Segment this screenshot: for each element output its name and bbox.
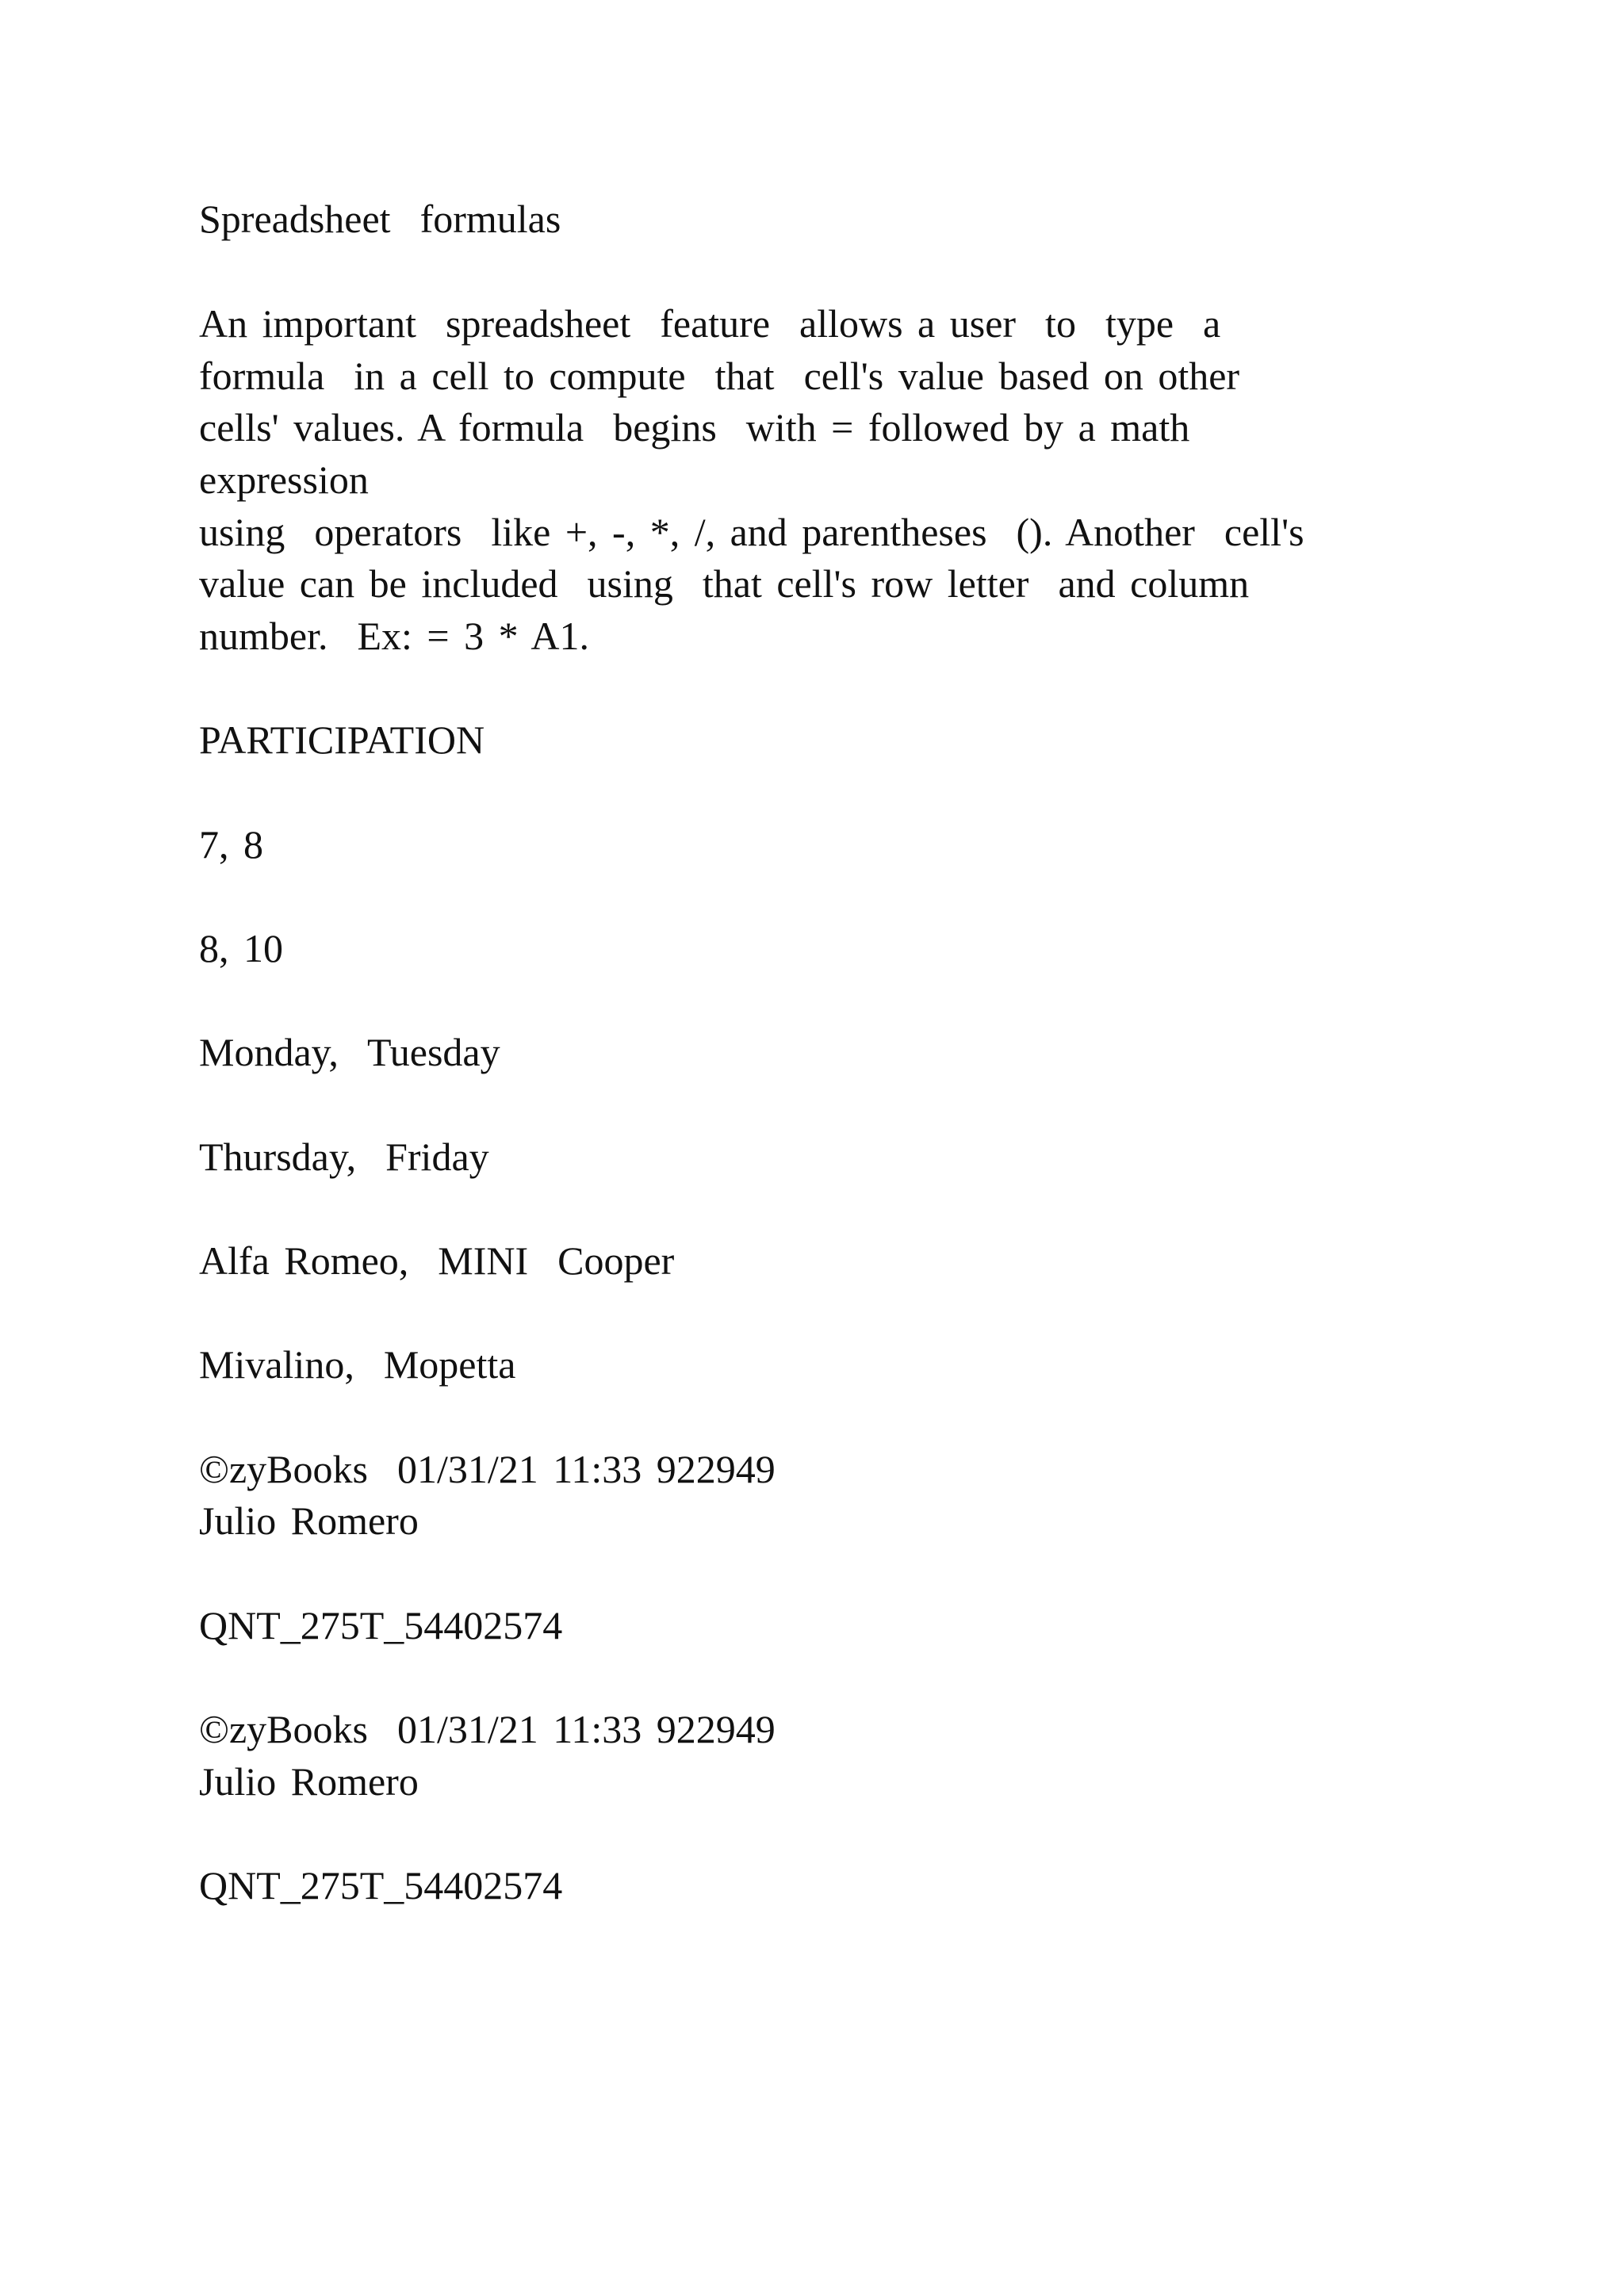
document-title: Spreadsheet formulas — [199, 197, 561, 241]
paragraph-line: formula in a cell to compute that cell's value based on other — [199, 354, 1240, 398]
answer-pair: Monday, Tuesday — [199, 1030, 500, 1074]
answer-pair: Thursday, Friday — [199, 1135, 489, 1179]
watermark-course-code: QNT_275T_54402574 — [199, 1863, 563, 1908]
watermark-copyright: ©zyBooks 01/31/21 11:33 922949 — [199, 1707, 776, 1751]
paragraph-line: number. Ex: = 3 * A1. — [199, 614, 589, 658]
answer-pair: 8, 10 — [199, 926, 283, 970]
answer-pair: 7, 8 — [199, 822, 263, 867]
watermark-copyright: ©zyBooks 01/31/21 11:33 922949 — [199, 1447, 776, 1491]
paragraph-line: cells' values. A formula begins with = followed by a math — [199, 405, 1190, 450]
section-label: PARTICIPATION — [199, 718, 485, 762]
paragraph-line: value can be included using that cell's row letter and column — [199, 561, 1250, 606]
paragraph-line: An important spreadsheet feature allows a user to type a — [199, 301, 1221, 346]
paragraph-line: using operators like +, -, *, /, and parentheses (). Another cell's — [199, 510, 1304, 554]
paragraph-line: expression — [199, 457, 369, 502]
watermark-name: Julio Romero — [199, 1759, 419, 1804]
answer-pair: Alfa Romeo, MINI Cooper — [199, 1238, 675, 1283]
watermark-name: Julio Romero — [199, 1498, 419, 1543]
answer-pair: Mivalino, Mopetta — [199, 1342, 516, 1387]
watermark-course-code: QNT_275T_54402574 — [199, 1603, 563, 1647]
